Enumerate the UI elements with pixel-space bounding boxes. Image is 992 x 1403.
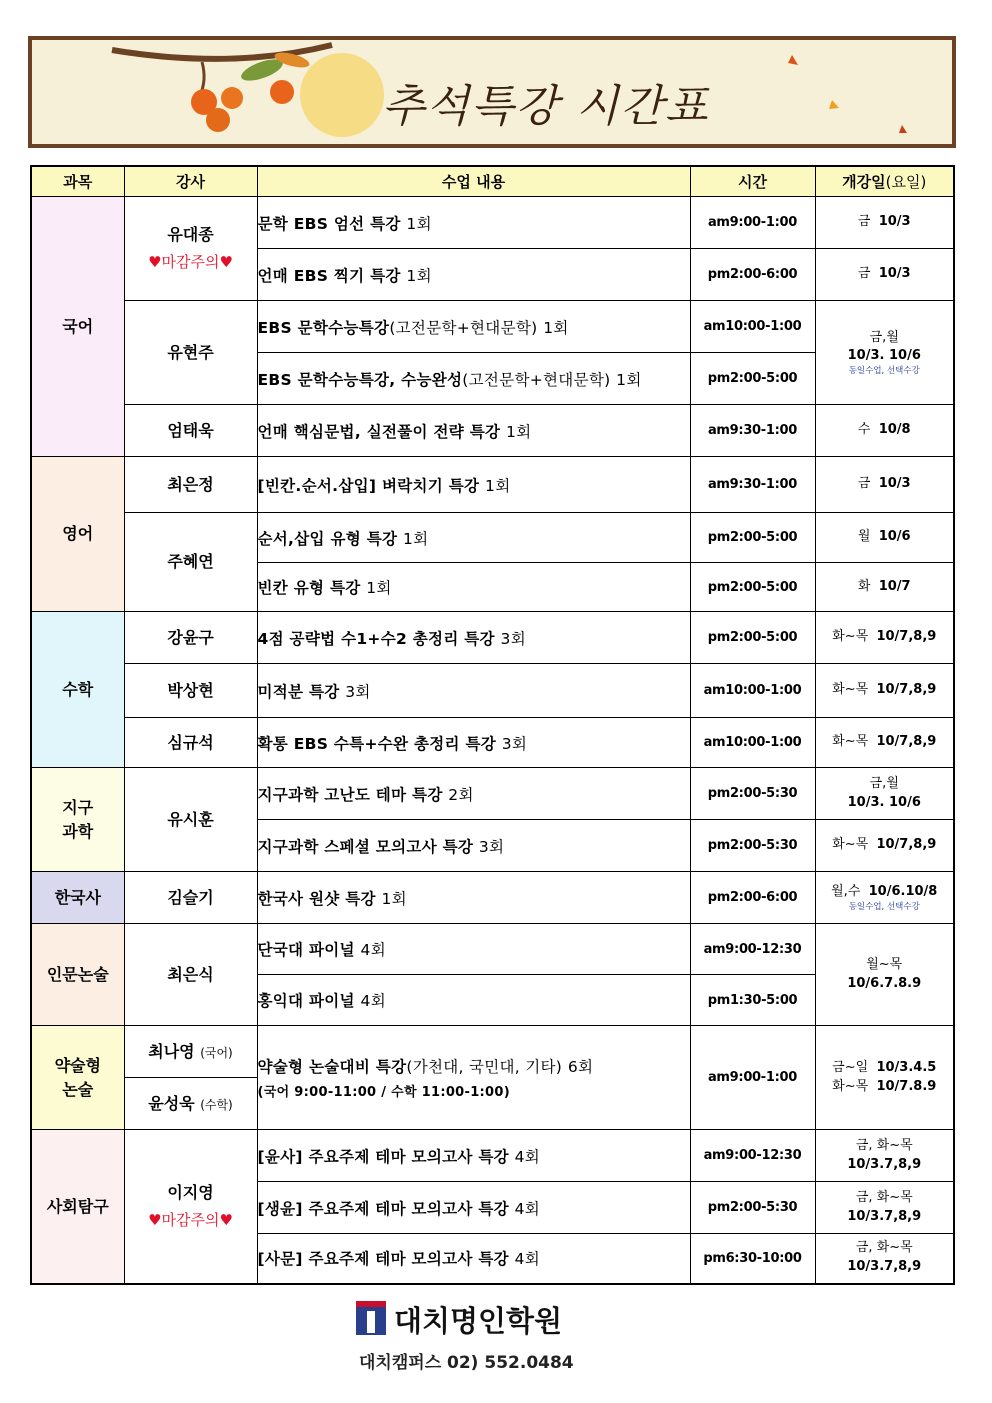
teacher-name: 심규석 xyxy=(124,718,257,768)
date-note: 동일수업, 선택수강 xyxy=(848,901,920,912)
header-subject: 과목 xyxy=(31,166,124,197)
day-text: 화~목 xyxy=(832,629,869,645)
date-note: 동일수업, 선택수강 xyxy=(848,366,920,377)
teacher-cell xyxy=(124,197,257,301)
session-count: 4회 xyxy=(514,1147,541,1166)
subject-line: 논술 xyxy=(62,1079,94,1099)
date-text: 10/3.4.5 xyxy=(876,1059,937,1075)
content-cell xyxy=(257,664,690,718)
schedule-table xyxy=(30,165,955,1285)
teacher-name: 유대종 xyxy=(167,225,214,245)
date-cell xyxy=(815,1234,954,1284)
session-count: 1회 xyxy=(485,476,511,495)
date-text: 10/3 xyxy=(878,266,911,282)
teacher-name: 유현주 xyxy=(124,301,257,405)
content-cell xyxy=(257,975,690,1026)
subject-math: 수학 xyxy=(31,612,124,768)
session-count: 1회 xyxy=(616,370,642,389)
day-text: 화~목 xyxy=(832,682,869,698)
teacher-cell xyxy=(124,1026,257,1078)
content-cell xyxy=(257,820,690,872)
teacher-cell xyxy=(124,1078,257,1130)
subject-social-studies: 사회탐구 xyxy=(31,1130,124,1284)
subject-short-essay xyxy=(31,1026,124,1130)
content-text: EBS 문학수능특강 xyxy=(257,318,390,337)
content-text: 빈칸 유형 특강 xyxy=(257,579,361,597)
table-row xyxy=(31,664,954,718)
session-count: 6회 xyxy=(567,1058,594,1076)
table-row xyxy=(31,768,954,820)
date-text: 10/7,8,9 xyxy=(876,734,937,750)
time-cell: am9:00-1:00 xyxy=(690,197,815,249)
time-cell: pm2:00-5:00 xyxy=(690,563,815,612)
date-cell xyxy=(815,563,954,612)
day-text: 화 xyxy=(857,578,871,594)
time-cell: pm2:00-5:00 xyxy=(690,612,815,664)
content-cell xyxy=(257,1234,690,1284)
content-text: 단국대 파이널 xyxy=(257,941,355,959)
date-text: 10/7.8.9 xyxy=(876,1078,937,1094)
content-cell xyxy=(257,612,690,664)
subject-humanities: 인문논술 xyxy=(31,924,124,1026)
table-row xyxy=(31,301,954,353)
time-cell: pm2:00-5:30 xyxy=(690,1182,815,1234)
time-cell: pm2:00-5:30 xyxy=(690,820,815,872)
content-text: 언매 핵심문법, 실전풀이 전략 특강 xyxy=(257,422,501,441)
session-count: 3회 xyxy=(501,734,528,753)
day-text: 금 xyxy=(857,266,871,282)
date-cell xyxy=(815,872,954,924)
content-text: 순서,삽입 유형 특강 xyxy=(257,529,398,548)
content-text: 지구과학 스페셜 모의고사 특강 xyxy=(257,837,474,856)
content-text: 언매 EBS 찍기 특강 xyxy=(257,266,401,285)
content-detail: (가천대, 국민대, 기타) xyxy=(406,1058,563,1076)
session-count: 1회 xyxy=(406,266,432,285)
date-cell xyxy=(815,249,954,301)
teacher-name: 윤성욱 xyxy=(148,1093,195,1113)
header-date xyxy=(815,166,954,197)
content-cell xyxy=(257,1026,690,1130)
date-text: 10/6.10/8 xyxy=(868,883,938,899)
teacher-name: 최은식 xyxy=(124,924,257,1026)
content-cell xyxy=(257,872,690,924)
table-row xyxy=(31,718,954,768)
session-count: 4회 xyxy=(514,1199,541,1218)
date-text: 10/3.7,8,9 xyxy=(847,1259,922,1275)
content-cell xyxy=(257,457,690,513)
session-count: 1회 xyxy=(381,889,407,908)
content-text: 확통 EBS 수특+수완 총정리 특강 xyxy=(257,734,497,753)
content-cell xyxy=(257,924,690,975)
time-cell: pm1:30-5:00 xyxy=(690,975,815,1026)
day-text: 금,월 xyxy=(869,775,899,791)
table-row xyxy=(31,405,954,457)
day-text: 월,수 xyxy=(831,883,861,899)
content-cell xyxy=(257,1182,690,1234)
day-text: 수 xyxy=(857,422,871,438)
time-cell: am10:00-1:00 xyxy=(690,718,815,768)
time-cell: pm6:30-10:00 xyxy=(690,1234,815,1284)
day-text: 금 xyxy=(857,214,871,230)
session-count: 4회 xyxy=(360,992,386,1010)
table-row xyxy=(31,612,954,664)
table-row xyxy=(31,872,954,924)
table-row xyxy=(31,513,954,563)
day-text: 금~일 xyxy=(832,1059,869,1075)
day-text: 월~목 xyxy=(866,956,903,972)
subject-line: 지구 xyxy=(62,798,94,818)
content-cell xyxy=(257,197,690,249)
content-text: 한국사 원샷 특강 xyxy=(257,889,376,908)
date-cell xyxy=(815,612,954,664)
teacher-name: 주혜연 xyxy=(124,513,257,612)
content-cell xyxy=(257,513,690,563)
date-cell xyxy=(815,405,954,457)
date-cell xyxy=(815,1182,954,1234)
header-teacher: 강사 xyxy=(124,166,257,197)
table-row xyxy=(31,457,954,513)
content-subnote: (국어 9:00-11:00 / 수학 11:00-1:00) xyxy=(257,1085,510,1100)
teacher-name: 유시훈 xyxy=(124,768,257,872)
date-text: 10/7,8,9 xyxy=(876,837,937,853)
date-cell xyxy=(815,924,954,1026)
table-row xyxy=(31,1026,954,1078)
time-cell: am9:00-1:00 xyxy=(690,1026,815,1130)
subject-line: 약술형 xyxy=(54,1056,101,1076)
date-text: 10/7 xyxy=(878,578,911,594)
date-cell xyxy=(815,1026,954,1130)
content-text: 홍익대 파이널 xyxy=(257,992,355,1010)
time-cell: pm2:00-6:00 xyxy=(690,249,815,301)
session-count: 3회 xyxy=(500,629,526,648)
date-cell xyxy=(815,820,954,872)
date-cell xyxy=(815,718,954,768)
teacher-subject: (수학) xyxy=(200,1097,233,1112)
content-cell xyxy=(257,405,690,457)
date-text: 10/3.7,8,9 xyxy=(847,1208,922,1224)
content-text: [사문] 주요주제 테마 모의고사 특강 xyxy=(257,1250,509,1269)
day-text: 금,월 xyxy=(869,329,899,345)
content-text: 지구과학 고난도 테마 특강 xyxy=(257,785,443,804)
date-cell xyxy=(815,768,954,820)
banner-title: 추석특강 시간표 xyxy=(382,81,710,132)
deadline-badge: ♥마감주의♥ xyxy=(148,1211,233,1230)
content-text: [빈칸.순서.삽입] 벼락치기 특강 xyxy=(257,476,480,495)
subject-earth-science xyxy=(31,768,124,872)
subject-english: 영어 xyxy=(31,457,124,612)
session-count: 1회 xyxy=(366,579,392,597)
content-cell xyxy=(257,718,690,768)
table-row xyxy=(31,197,954,249)
date-text: 10/3 xyxy=(878,214,911,230)
teacher-name: 이지영 xyxy=(167,1182,214,1202)
session-count: 1회 xyxy=(506,422,532,441)
day-text: 금 xyxy=(857,476,871,492)
header-content: 수업 내용 xyxy=(257,166,690,197)
date-cell xyxy=(815,301,954,405)
campus-phone: 대치캠퍼스 02) 552.0484 xyxy=(359,1353,574,1373)
time-cell: pm2:00-5:30 xyxy=(690,768,815,820)
date-text: 10/7,8,9 xyxy=(876,629,937,645)
table-row xyxy=(31,1130,954,1182)
day-text: 월 xyxy=(857,529,871,545)
date-cell xyxy=(815,197,954,249)
time-cell: am10:00-1:00 xyxy=(690,301,815,353)
teacher-name: 엄태욱 xyxy=(124,405,257,457)
date-text: 10/3. 10/6 xyxy=(847,348,921,364)
session-count: 3회 xyxy=(345,682,371,701)
content-detail: (고전문학+현대문학) xyxy=(462,370,611,389)
date-text: 10/8 xyxy=(878,422,911,438)
time-cell: am10:00-1:00 xyxy=(690,664,815,718)
header-date-paren: (요일) xyxy=(885,173,927,191)
subject-line: 과학 xyxy=(62,821,94,841)
header-time: 시간 xyxy=(690,166,815,197)
date-text: 10/3 xyxy=(878,476,911,492)
session-count: 4회 xyxy=(360,941,386,959)
content-cell xyxy=(257,301,690,353)
time-cell: am9:30-1:00 xyxy=(690,457,815,513)
day-text: 금, 화~목 xyxy=(855,1240,913,1256)
teacher-cell xyxy=(124,1130,257,1284)
academy-logo-icon xyxy=(356,1301,386,1335)
date-cell xyxy=(815,1130,954,1182)
content-text: EBS 문학수능특강, 수능완성 xyxy=(257,370,463,389)
content-text: 약술형 논술대비 특강 xyxy=(257,1058,407,1076)
time-cell: pm2:00-6:00 xyxy=(690,872,815,924)
date-cell xyxy=(815,513,954,563)
time-cell: pm2:00-5:00 xyxy=(690,353,815,405)
date-text: 10/3. 10/6 xyxy=(847,794,921,810)
day-text: 화~목 xyxy=(832,734,869,750)
time-cell: am9:00-12:30 xyxy=(690,1130,815,1182)
academy-name: 대치명인학원 xyxy=(394,1304,563,1338)
session-count: 4회 xyxy=(514,1250,541,1269)
date-text: 10/6 xyxy=(878,529,911,545)
session-count: 2회 xyxy=(448,785,474,804)
time-cell: am9:00-12:30 xyxy=(690,924,815,975)
date-text: 10/6.7.8.9 xyxy=(847,975,922,991)
content-text: [윤사] 주요주제 테마 모의고사 특강 xyxy=(257,1147,509,1166)
day-text: 화~목 xyxy=(832,1078,869,1094)
content-text: [생윤] 주요주제 테마 모의고사 특강 xyxy=(257,1199,509,1218)
date-text: 10/7,8,9 xyxy=(876,682,937,698)
teacher-name: 김슬기 xyxy=(124,872,257,924)
subject-korean: 국어 xyxy=(31,197,124,457)
teacher-name: 박상현 xyxy=(124,664,257,718)
day-text: 금, 화~목 xyxy=(855,1137,913,1153)
deadline-badge: ♥마감주의♥ xyxy=(148,253,233,272)
header-date-main: 개강일 xyxy=(842,173,886,191)
session-count: 1회 xyxy=(543,318,569,337)
content-cell xyxy=(257,768,690,820)
teacher-name: 최은정 xyxy=(124,457,257,513)
day-text: 금, 화~목 xyxy=(855,1189,913,1205)
content-text: 문학 EBS 엄선 특강 xyxy=(257,214,401,233)
date-cell xyxy=(815,457,954,513)
session-count: 1회 xyxy=(402,529,429,548)
content-cell xyxy=(257,353,690,405)
session-count: 1회 xyxy=(406,214,432,233)
day-text: 화~목 xyxy=(832,837,869,853)
time-cell: pm2:00-5:00 xyxy=(690,513,815,563)
subject-korean-history: 한국사 xyxy=(31,872,124,924)
content-text: 4점 공략법 수1+수2 총정리 특강 xyxy=(257,629,495,648)
session-count: 3회 xyxy=(478,837,505,856)
content-detail: (고전문학+현대문학) xyxy=(389,318,538,337)
title-banner xyxy=(28,36,956,148)
content-text: 미적분 특강 xyxy=(257,682,340,701)
date-cell xyxy=(815,664,954,718)
content-cell xyxy=(257,1130,690,1182)
teacher-subject: (국어) xyxy=(200,1045,233,1060)
content-cell xyxy=(257,249,690,301)
teacher-name: 강윤구 xyxy=(124,612,257,664)
date-text: 10/3.7,8,9 xyxy=(847,1156,922,1172)
table-row xyxy=(31,924,954,975)
teacher-name: 최나영 xyxy=(148,1041,195,1061)
header-row xyxy=(31,166,954,197)
content-cell xyxy=(257,563,690,612)
time-cell: am9:30-1:00 xyxy=(690,405,815,457)
